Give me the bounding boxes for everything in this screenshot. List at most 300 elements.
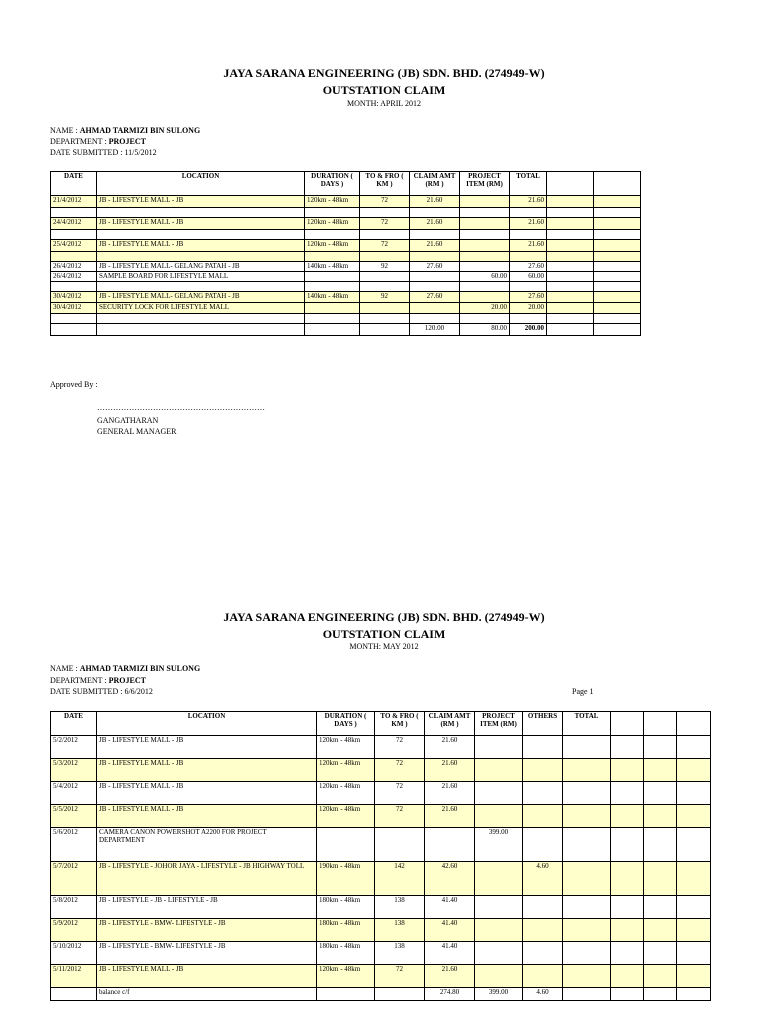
table-cell xyxy=(611,759,644,782)
table-cell: 60.00 xyxy=(460,272,510,282)
table-cell xyxy=(644,828,677,862)
table-cell xyxy=(547,292,594,303)
table-cell: 120km - 48km xyxy=(305,196,360,208)
table-cell xyxy=(305,208,360,218)
table-cell xyxy=(611,782,644,805)
table-cell xyxy=(97,282,305,292)
table-cell xyxy=(677,919,711,942)
table-cell xyxy=(644,965,677,988)
table-cell: JB - LIFESTYLE MALL- GELANG PATAH - JB xyxy=(97,262,305,272)
table-cell xyxy=(523,805,563,828)
table-cell: 190km - 48km xyxy=(317,862,375,896)
table-cell: 92 xyxy=(360,292,410,303)
table-cell: 72 xyxy=(375,736,425,759)
table-cell: 5/7/2012 xyxy=(51,862,97,896)
table-cell xyxy=(510,252,547,262)
table-cell xyxy=(460,292,510,303)
table-cell xyxy=(375,828,425,862)
table-cell xyxy=(305,324,360,336)
table-cell xyxy=(547,240,594,252)
table-cell xyxy=(547,324,594,336)
table-cell xyxy=(523,782,563,805)
table-cell xyxy=(460,314,510,324)
table-cell: 21.60 xyxy=(425,736,475,759)
table-cell: 21.60 xyxy=(425,782,475,805)
table-cell: 80.00 xyxy=(460,324,510,336)
table-cell: 21.60 xyxy=(425,759,475,782)
table-cell: 274.80 xyxy=(425,988,475,1001)
table-cell xyxy=(51,988,97,1001)
table-cell: 72 xyxy=(360,196,410,208)
column-header xyxy=(594,172,641,196)
table-cell xyxy=(594,240,641,252)
claim-table-april xyxy=(50,171,641,336)
date-submitted: DATE SUBMITTED : 11/5/2012 xyxy=(50,148,157,157)
column-header: OTHERS xyxy=(523,712,563,736)
table-cell xyxy=(360,303,410,314)
table-cell xyxy=(460,196,510,208)
table-cell xyxy=(475,919,523,942)
table-cell xyxy=(611,942,644,965)
table-cell xyxy=(523,896,563,919)
table-cell: 41.40 xyxy=(425,896,475,919)
table-cell xyxy=(360,252,410,262)
table-cell: 21.60 xyxy=(425,805,475,828)
table-cell xyxy=(410,272,460,282)
table-cell xyxy=(305,272,360,282)
table-cell xyxy=(594,303,641,314)
table-cell: 72 xyxy=(375,965,425,988)
name-label: NAME : xyxy=(50,126,78,135)
table-row xyxy=(51,896,711,919)
table-cell xyxy=(360,324,410,336)
column-header: TOTAL xyxy=(563,712,611,736)
table-cell xyxy=(475,759,523,782)
table-cell xyxy=(410,230,460,240)
table-row xyxy=(51,196,641,208)
column-header: TO & FRO ( KM ) xyxy=(360,172,410,196)
table-row xyxy=(51,759,711,782)
table-cell: 5/4/2012 xyxy=(51,782,97,805)
table-cell xyxy=(547,282,594,292)
table-cell: 120km - 48km xyxy=(317,782,375,805)
column-header: TOTAL xyxy=(510,172,547,196)
table-cell: 5/6/2012 xyxy=(51,828,97,862)
table-cell xyxy=(563,782,611,805)
signer-title: GENERAL MANAGER xyxy=(97,427,177,436)
table-cell xyxy=(475,896,523,919)
table-cell xyxy=(51,314,97,324)
signer-name: GANGATHARAN xyxy=(97,416,159,425)
table-cell: 180km - 48km xyxy=(317,942,375,965)
signature-line: ……………………………………………………… xyxy=(97,403,265,412)
table-cell xyxy=(644,759,677,782)
table-cell: 25/4/2012 xyxy=(51,240,97,252)
table-cell: 120km - 48km xyxy=(305,240,360,252)
table-cell xyxy=(563,759,611,782)
table-cell: 120km - 48km xyxy=(305,218,360,230)
table-cell: JB - LIFESTYLE MALL - JB xyxy=(97,782,317,805)
table-row xyxy=(51,208,641,218)
table-cell xyxy=(523,965,563,988)
table-row xyxy=(51,965,711,988)
table-cell xyxy=(523,919,563,942)
table-cell: 200.00 xyxy=(510,324,547,336)
table-cell xyxy=(563,896,611,919)
table-cell: JB - LIFESTYLE - JOHOR JAYA - LIFESTYLE - JB HIGHWAY TOLL xyxy=(97,862,317,896)
table-row xyxy=(51,988,711,1001)
table-cell xyxy=(594,282,641,292)
table-cell xyxy=(360,272,410,282)
table-cell xyxy=(644,942,677,965)
table-cell: JB - LIFESTYLE MALL - JB xyxy=(97,759,317,782)
table-cell: 21.60 xyxy=(510,196,547,208)
table-row xyxy=(51,230,641,240)
table-row xyxy=(51,919,711,942)
table-cell: JB - LIFESTYLE - BMW- LIFESTYLE - JB xyxy=(97,942,317,965)
table-cell: 20.00 xyxy=(460,303,510,314)
table-cell: JB - LIFESTYLE - JB - LIFESTYLE - JB xyxy=(97,896,317,919)
table-cell: 27.60 xyxy=(410,292,460,303)
table-cell: 30/4/2012 xyxy=(51,303,97,314)
table-cell: 24/4/2012 xyxy=(51,218,97,230)
table-cell xyxy=(677,805,711,828)
document-title-2: OUTSTATION CLAIM xyxy=(322,627,446,641)
table-cell xyxy=(51,324,97,336)
table-cell: 60.00 xyxy=(510,272,547,282)
table-cell: CAMERA CANON POWERSHOT A2200 FOR PROJECT DEPARTMENT xyxy=(97,828,317,862)
table-cell xyxy=(563,828,611,862)
table-cell: 399.00 xyxy=(475,988,523,1001)
table-cell: 120.00 xyxy=(410,324,460,336)
table-row xyxy=(51,828,711,862)
table-cell: 27.60 xyxy=(510,262,547,272)
table-cell xyxy=(547,272,594,282)
table-cell xyxy=(510,208,547,218)
table-cell: 120km - 48km xyxy=(317,805,375,828)
table-cell xyxy=(594,324,641,336)
table-cell xyxy=(97,230,305,240)
claim-table-may xyxy=(50,711,711,1001)
table-cell: 92 xyxy=(360,262,410,272)
table-cell xyxy=(97,252,305,262)
table-cell xyxy=(677,759,711,782)
table-cell: 21.60 xyxy=(510,218,547,230)
table-cell: balance c/f xyxy=(97,988,317,1001)
table-cell xyxy=(594,208,641,218)
table-row xyxy=(51,292,641,303)
name-value: AHMAD TARMIZI BIN SULONG xyxy=(79,664,201,673)
table-cell xyxy=(475,782,523,805)
table-cell xyxy=(305,314,360,324)
table-cell xyxy=(523,759,563,782)
table-cell xyxy=(547,262,594,272)
table-cell xyxy=(51,252,97,262)
table-cell xyxy=(305,230,360,240)
table-cell xyxy=(360,314,410,324)
column-header: LOCATION xyxy=(97,172,305,196)
table-cell: 21/4/2012 xyxy=(51,196,97,208)
table-cell xyxy=(410,303,460,314)
table-cell xyxy=(594,292,641,303)
table-cell: JB - LIFESTYLE MALL - JB xyxy=(97,736,317,759)
table-row xyxy=(51,942,711,965)
table-row xyxy=(51,324,641,336)
table-cell xyxy=(547,230,594,240)
table-cell xyxy=(611,736,644,759)
page-number: Page 1 xyxy=(572,687,594,696)
date-submitted-2: DATE SUBMITTED : 6/6/2012 xyxy=(50,687,153,696)
table-cell xyxy=(460,282,510,292)
table-cell: 72 xyxy=(360,218,410,230)
table-cell xyxy=(644,862,677,896)
table-cell xyxy=(460,240,510,252)
table-cell xyxy=(594,196,641,208)
table-cell: JB - LIFESTYLE - BMW- LIFESTYLE - JB xyxy=(97,919,317,942)
table-cell: 72 xyxy=(375,782,425,805)
table-cell: 5/10/2012 xyxy=(51,942,97,965)
table-cell: 4.60 xyxy=(523,862,563,896)
table-cell: SAMPLE BOARD FOR LIFESTYLE MALL xyxy=(97,272,305,282)
claim-month: MONTH: APRIL 2012 xyxy=(347,99,421,108)
department-label: DEPARTMENT : xyxy=(50,676,107,685)
table-cell xyxy=(594,262,641,272)
table-row xyxy=(51,303,641,314)
table-cell: 72 xyxy=(375,805,425,828)
table-cell xyxy=(594,252,641,262)
table-cell xyxy=(563,862,611,896)
table-cell xyxy=(475,736,523,759)
table-cell xyxy=(97,208,305,218)
table-cell xyxy=(594,230,641,240)
table-cell xyxy=(510,230,547,240)
table-cell xyxy=(410,208,460,218)
table-cell xyxy=(611,828,644,862)
department-value: PROJECT xyxy=(108,676,146,685)
table-row xyxy=(51,805,711,828)
table-cell: 5/2/2012 xyxy=(51,736,97,759)
column-header xyxy=(547,172,594,196)
table-cell xyxy=(563,736,611,759)
table-cell: 138 xyxy=(375,896,425,919)
table-cell xyxy=(317,988,375,1001)
column-header: DURATION ( DAYS ) xyxy=(317,712,375,736)
column-header: DATE xyxy=(51,712,97,736)
table-cell xyxy=(563,965,611,988)
table-cell: 21.60 xyxy=(410,240,460,252)
table-cell: 4.60 xyxy=(523,988,563,1001)
table-cell xyxy=(97,324,305,336)
table-cell: 142 xyxy=(375,862,425,896)
table-cell xyxy=(677,988,711,1001)
table-cell xyxy=(547,196,594,208)
table-cell xyxy=(475,942,523,965)
company-name: JAYA SARANA ENGINEERING (JB) SDN. BHD. (274949-W) xyxy=(223,66,545,80)
table-cell xyxy=(563,919,611,942)
table-cell xyxy=(644,782,677,805)
name-label: NAME : xyxy=(50,664,78,673)
table-cell xyxy=(644,805,677,828)
table-cell xyxy=(305,303,360,314)
table-cell xyxy=(677,965,711,988)
table-cell xyxy=(594,272,641,282)
table-cell: 5/11/2012 xyxy=(51,965,97,988)
name-value: AHMAD TARMIZI BIN SULONG xyxy=(79,126,201,135)
department-line xyxy=(50,137,146,147)
table-cell xyxy=(677,896,711,919)
table-cell: 180km - 48km xyxy=(317,896,375,919)
table-cell xyxy=(475,862,523,896)
column-header xyxy=(611,712,644,736)
table-cell xyxy=(644,988,677,1001)
table-cell: 5/9/2012 xyxy=(51,919,97,942)
department-label: DEPARTMENT : xyxy=(50,137,107,146)
column-header: PROJECT ITEM (RM) xyxy=(475,712,523,736)
table-cell: JB - LIFESTYLE MALL - JB xyxy=(97,805,317,828)
table-cell xyxy=(510,282,547,292)
table-cell: 138 xyxy=(375,919,425,942)
table-cell xyxy=(523,736,563,759)
table-cell xyxy=(317,828,375,862)
column-header: CLAIM AMT (RM ) xyxy=(410,172,460,196)
table-cell: JB - LIFESTYLE MALL - JB xyxy=(97,218,305,230)
table-cell: 72 xyxy=(360,240,410,252)
table-cell xyxy=(305,252,360,262)
table-cell: JB - LIFESTYLE MALL- GELANG PATAH - JB xyxy=(97,292,305,303)
column-header xyxy=(644,712,677,736)
table-cell xyxy=(677,782,711,805)
name-line-2 xyxy=(50,664,200,674)
table-cell xyxy=(563,805,611,828)
table-cell xyxy=(410,314,460,324)
table-cell: 399.00 xyxy=(475,828,523,862)
table-cell xyxy=(611,965,644,988)
table-cell xyxy=(547,314,594,324)
department-line-2 xyxy=(50,676,146,686)
table-cell xyxy=(677,862,711,896)
table-cell xyxy=(677,736,711,759)
table-cell: 42.60 xyxy=(425,862,475,896)
column-header xyxy=(677,712,711,736)
table-row xyxy=(51,314,641,324)
table-cell xyxy=(547,218,594,230)
table-cell xyxy=(563,942,611,965)
table-cell xyxy=(410,282,460,292)
table-cell xyxy=(460,208,510,218)
table-cell xyxy=(594,218,641,230)
company-name-2: JAYA SARANA ENGINEERING (JB) SDN. BHD. (274949-W) xyxy=(223,610,545,624)
table-cell xyxy=(611,988,644,1001)
table-cell xyxy=(475,805,523,828)
table-cell: 41.40 xyxy=(425,919,475,942)
table-cell: 27.60 xyxy=(510,292,547,303)
table-cell xyxy=(611,896,644,919)
table-cell xyxy=(51,230,97,240)
table-cell: 21.60 xyxy=(510,240,547,252)
table-row xyxy=(51,272,641,282)
table-cell xyxy=(644,736,677,759)
table-row xyxy=(51,252,641,262)
table-cell: JB - LIFESTYLE MALL - JB xyxy=(97,240,305,252)
table-cell xyxy=(360,282,410,292)
table-cell: 30/4/2012 xyxy=(51,292,97,303)
table-cell xyxy=(460,262,510,272)
table-cell xyxy=(510,314,547,324)
table-row xyxy=(51,218,641,230)
table-cell xyxy=(460,230,510,240)
table-cell: 5/3/2012 xyxy=(51,759,97,782)
table-cell xyxy=(360,230,410,240)
column-header: LOCATION xyxy=(97,712,317,736)
table-cell xyxy=(360,208,410,218)
column-header: PROJECT ITEM (RM) xyxy=(460,172,510,196)
table-cell xyxy=(611,919,644,942)
column-header: CLAIM AMT (RM ) xyxy=(425,712,475,736)
table-cell xyxy=(644,919,677,942)
table-cell xyxy=(523,828,563,862)
table-cell xyxy=(677,828,711,862)
table-cell xyxy=(460,218,510,230)
table-cell xyxy=(51,282,97,292)
department-value: PROJECT xyxy=(108,137,146,146)
column-header: DATE xyxy=(51,172,97,196)
column-header: TO & FRO ( KM ) xyxy=(375,712,425,736)
column-header: DURATION ( DAYS ) xyxy=(305,172,360,196)
table-cell: 21.60 xyxy=(410,218,460,230)
table-cell: 138 xyxy=(375,942,425,965)
table-cell: 21.60 xyxy=(425,965,475,988)
table-cell xyxy=(547,252,594,262)
table-row xyxy=(51,862,711,896)
table-cell: 5/5/2012 xyxy=(51,805,97,828)
table-cell: 180km - 48km xyxy=(317,919,375,942)
document-title: OUTSTATION CLAIM xyxy=(322,83,446,97)
table-cell xyxy=(475,965,523,988)
table-cell: 26/4/2012 xyxy=(51,262,97,272)
table-cell xyxy=(677,942,711,965)
table-cell: 120km - 48km xyxy=(317,965,375,988)
table-row xyxy=(51,736,711,759)
table-cell: 140km - 48km xyxy=(305,292,360,303)
table-row xyxy=(51,782,711,805)
table-cell xyxy=(305,282,360,292)
table-cell xyxy=(547,303,594,314)
table-cell xyxy=(51,208,97,218)
table-cell: 41.40 xyxy=(425,942,475,965)
table-cell xyxy=(563,988,611,1001)
table-cell: 72 xyxy=(375,759,425,782)
table-row xyxy=(51,240,641,252)
table-cell: 20.00 xyxy=(510,303,547,314)
table-cell xyxy=(611,805,644,828)
table-cell xyxy=(410,252,460,262)
table-cell xyxy=(523,942,563,965)
table-cell xyxy=(97,314,305,324)
table-cell: 21.60 xyxy=(410,196,460,208)
table-cell xyxy=(644,896,677,919)
table-cell: 5/8/2012 xyxy=(51,896,97,919)
table-cell: 27.60 xyxy=(410,262,460,272)
table-cell: 120km - 48km xyxy=(317,736,375,759)
table-cell: SECURITY LOCK FOR LIFESTYLE MALL xyxy=(97,303,305,314)
table-cell xyxy=(611,862,644,896)
table-cell xyxy=(547,208,594,218)
name-line xyxy=(50,126,200,136)
table-cell: JB - LIFESTYLE MALL - JB xyxy=(97,965,317,988)
table-cell xyxy=(375,988,425,1001)
table-cell xyxy=(425,828,475,862)
table-row xyxy=(51,262,641,272)
